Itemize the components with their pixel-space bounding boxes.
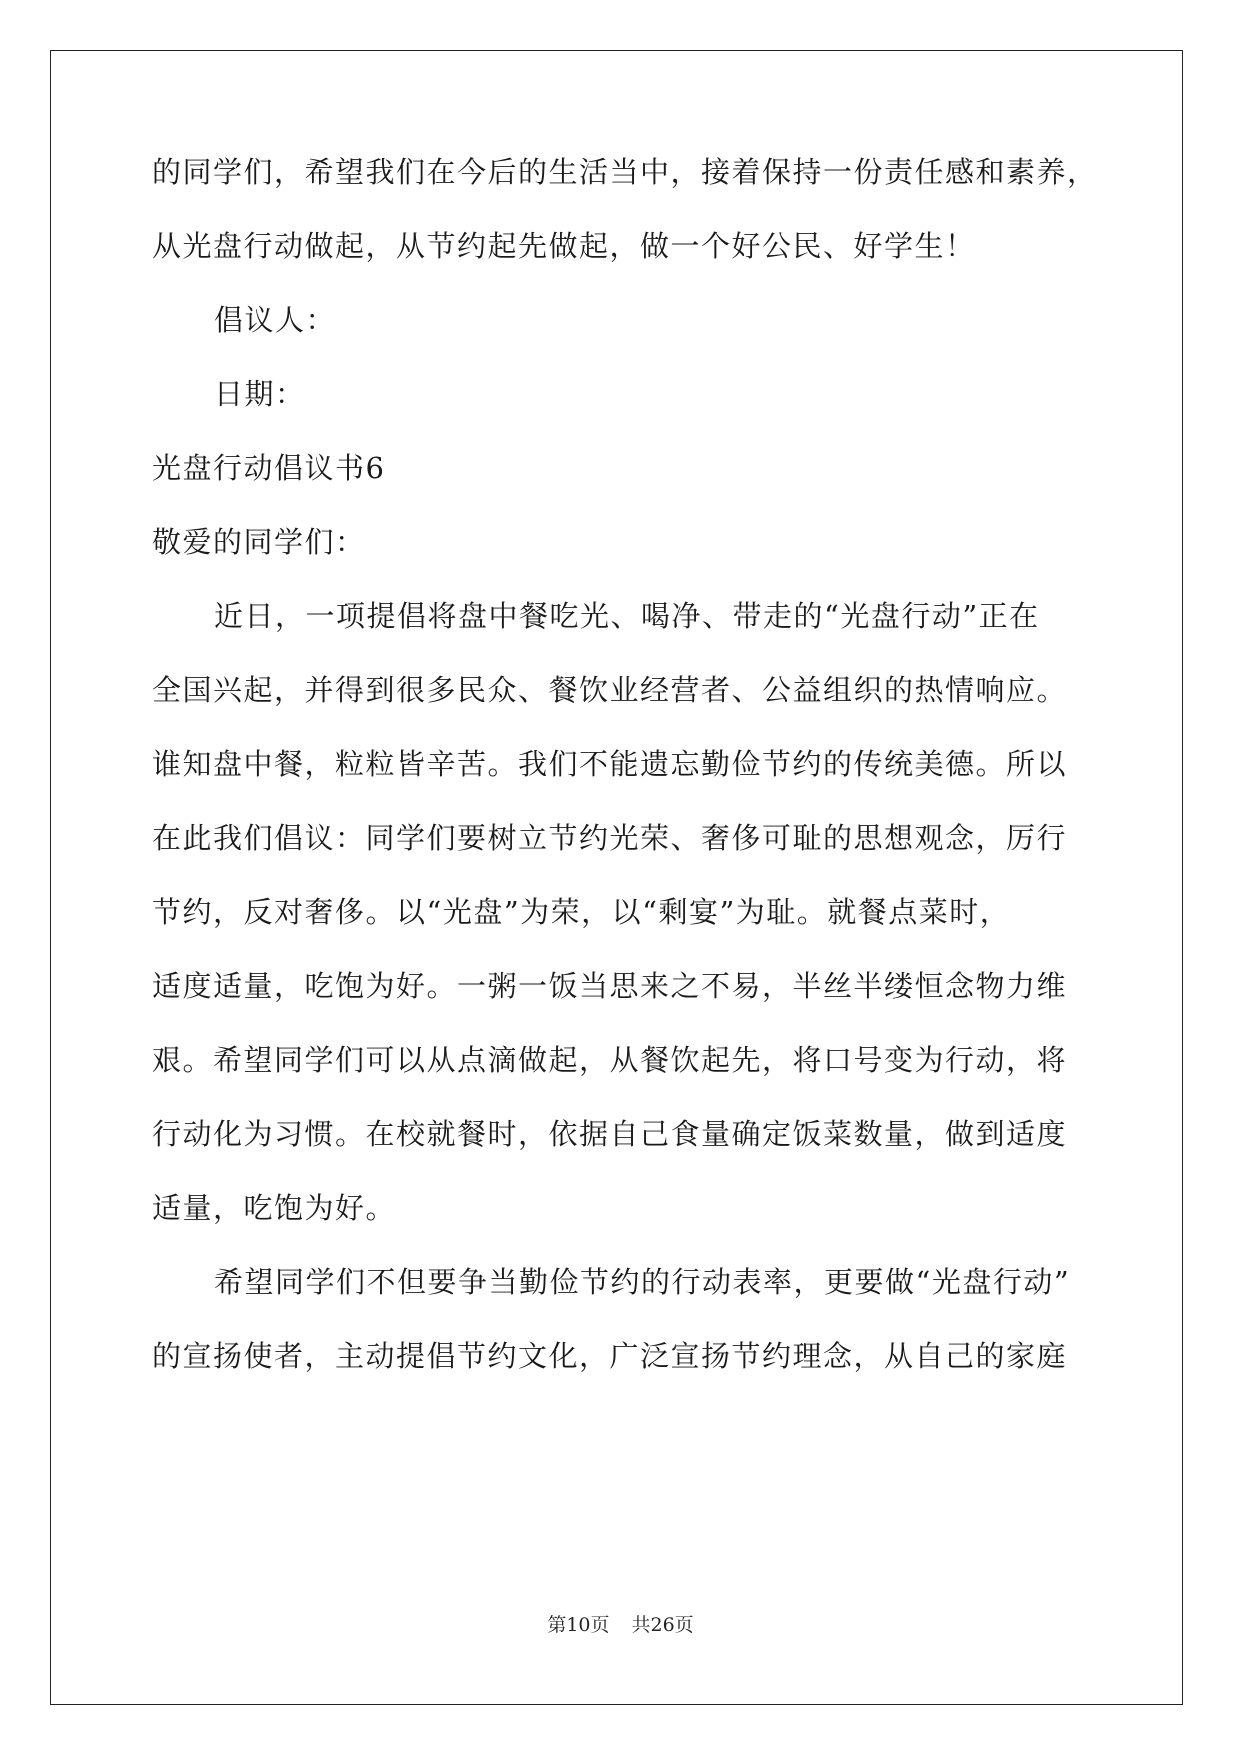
paragraph-line: 从光盘行动做起，从节约起先做起，做一个好公民、好学生！ (152, 229, 976, 263)
paragraph-line: 行动化为习惯。在校就餐时，依据自己食量确定饭菜数量，做到适度 (152, 1117, 1068, 1151)
paragraph-line: 适度适量，吃饱为好。一粥一饭当思来之不易，半丝半缕恒念物力维 (152, 969, 1068, 1003)
paragraph-line: 艰。希望同学们可以从点滴做起，从餐饮起先，将口号变为行动，将 (152, 1043, 1068, 1077)
date-label: 日期： (214, 377, 306, 411)
page-footer (0, 1612, 1241, 1638)
salutation: 敬爱的同学们： (152, 525, 366, 559)
paragraph-line: 谁知盘中餐，粒粒皆辛苦。我们不能遗忘勤俭节约的传统美德。所以 (152, 747, 1068, 781)
paragraph-line: 全国兴起，并得到很多民众、餐饮业经营者、公益组织的热情响应。 (152, 673, 1068, 707)
paragraph-line: 的宣扬使者，主动提倡节约文化，广泛宣扬节约理念，从自己的家庭 (152, 1339, 1068, 1373)
paragraph-line: 适量，吃饱为好。 (152, 1191, 397, 1225)
paragraph-line: 希望同学们不但要争当勤俭节约的行动表率，更要做“光盘行动” (214, 1265, 1071, 1299)
section-title: 光盘行动倡议书6 (152, 451, 386, 485)
paragraph-line: 在此我们倡议：同学们要树立节约光荣、奢侈可耻的思想观念，厉行 (152, 821, 1068, 855)
page-border (50, 50, 1183, 1705)
page-number-total: 共26页 (631, 1614, 694, 1636)
paragraph-line: 近日，一项提倡将盘中餐吃光、喝净、带走的“光盘行动”正在 (214, 599, 1040, 633)
paragraph-line: 的同学们，希望我们在今后的生活当中，接着保持一份责任感和素养， (152, 155, 1098, 189)
signature-label: 倡议人： (214, 303, 337, 337)
page-number-current: 第10页 (547, 1614, 610, 1636)
paragraph-line: 节约，反对奢侈。以“光盘”为荣，以“剩宴”为耻。就餐点菜时， (152, 895, 1011, 929)
